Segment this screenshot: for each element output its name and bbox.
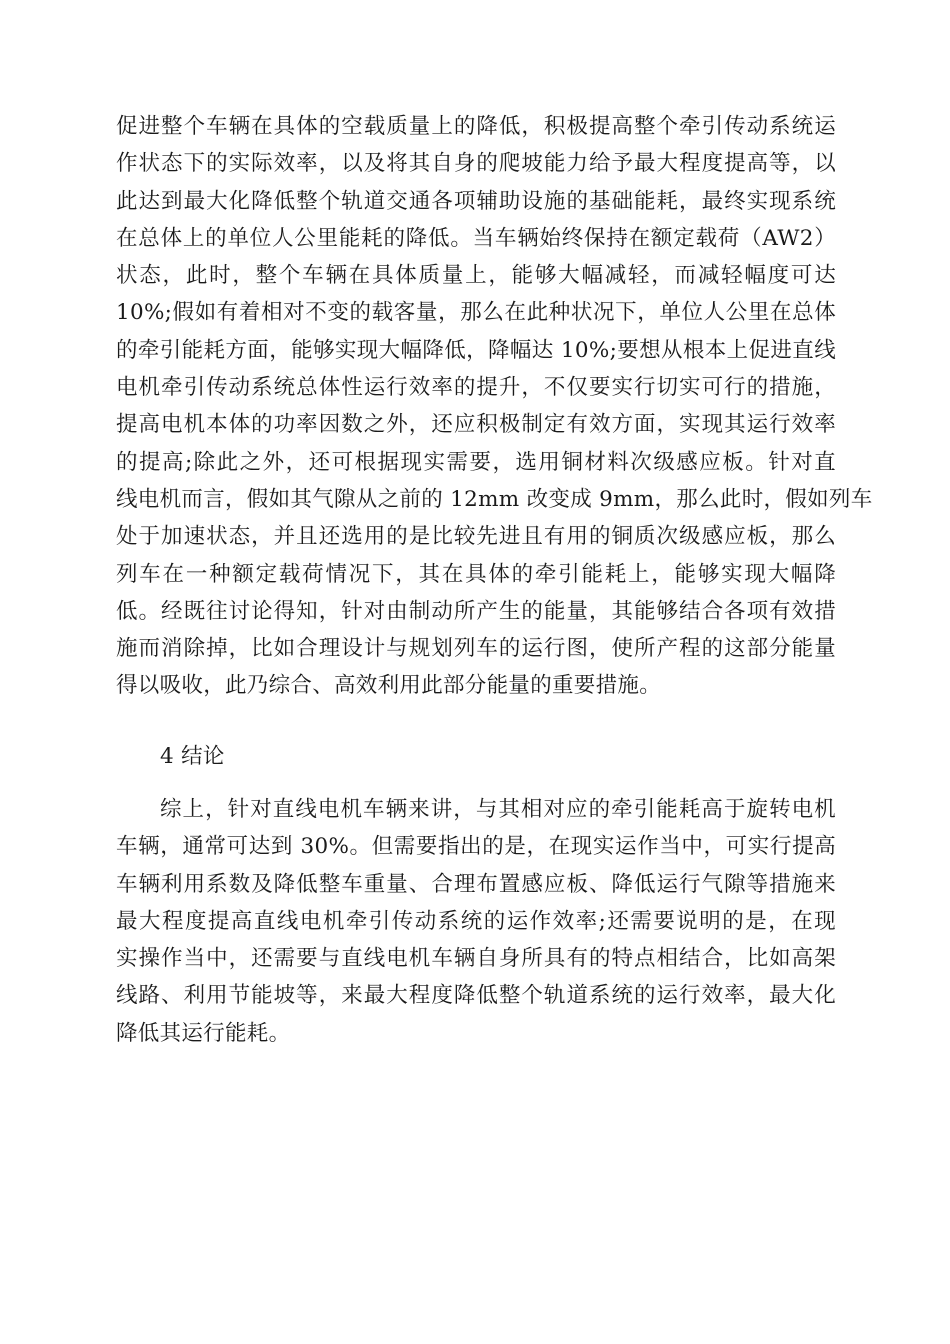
paragraph-line: 最大程度提高直线电机牵引传动系统的运作效率;还需要说明的是，在现	[116, 908, 836, 934]
section-heading: 4 结论	[160, 744, 225, 769]
paragraph-line: 线电机而言，假如其气隙从之前的 12mm 改变成 9mm，那么此时，假如列车	[116, 486, 873, 512]
paragraph-line: 实操作当中，还需要与直线电机车辆自身所具有的特点相结合，比如高架	[116, 946, 836, 972]
paragraph-line: 提高电机本体的功率因数之外，还应积极制定有效方面，实现其运行效率	[116, 412, 836, 438]
body-paragraph-1	[116, 108, 873, 705]
paragraph-line: 列车在一种额定载荷情况下，其在具体的牵引能耗上，能够实现大幅降	[116, 561, 836, 587]
paragraph-line: 线路、利用节能坡等，来最大程度降低整个轨道系统的运行效率，最大化	[116, 983, 836, 1009]
paragraph-line: 状态，此时，整个车辆在具体质量上，能够大幅减轻，而减轻幅度可达	[116, 263, 836, 289]
paragraph-line: 综上，针对直线电机车辆来讲，与其相对应的牵引能耗高于旋转电机	[160, 797, 836, 822]
paragraph-line: 处于加速状态，并且还选用的是比较先进且有用的铜质次级感应板，那么	[116, 524, 836, 550]
paragraph-line: 低。经既往讨论得知，针对由制动所产生的能量，其能够结合各项有效措	[116, 598, 836, 624]
paragraph-line: 在总体上的单位人公里能耗的降低。当车辆始终保持在额定载荷（AW2）	[116, 225, 836, 251]
paragraph-line: 车辆利用系数及降低整车重量、合理布置感应板、降低运行气隙等措施来	[116, 871, 836, 897]
paragraph-line: 此达到最大化降低整个轨道交通各项辅助设施的基础能耗，最终实现系统	[116, 188, 836, 214]
paragraph-line: 施而消除掉，比如合理设计与规划列车的运行图，使所产程的这部分能量	[116, 636, 836, 662]
paragraph-line: 作状态下的实际效率，以及将其自身的爬坡能力给予最大程度提高等，以	[116, 151, 836, 177]
paragraph-line: 电机牵引传动系统总体性运行效率的提升，不仅要实行切实可行的措施，	[116, 375, 836, 401]
paragraph-line: 降低其运行能耗。	[116, 1020, 291, 1046]
paragraph-line: 的提高;除此之外，还可根据现实需要，选用铜材料次级感应板。针对直	[116, 449, 836, 475]
paragraph-line: 10%;假如有着相对不变的载客量，那么在此种状况下，单位人公里在总体	[116, 300, 836, 326]
paragraph-line: 得以吸收，此乃综合、高效利用此部分能量的重要措施。	[116, 673, 662, 699]
paragraph-line: 车辆，通常可达到 30%。但需要指出的是，在现实运作当中，可实行提高	[116, 834, 836, 860]
paragraph-line: 的牵引能耗方面，能够实现大幅降低，降幅达 10%;要想从根本上促进直线	[116, 337, 836, 363]
body-paragraph-2	[116, 791, 836, 1052]
paragraph-line: 促进整个车辆在具体的空载质量上的降低，积极提高整个牵引传动系统运	[116, 114, 836, 139]
